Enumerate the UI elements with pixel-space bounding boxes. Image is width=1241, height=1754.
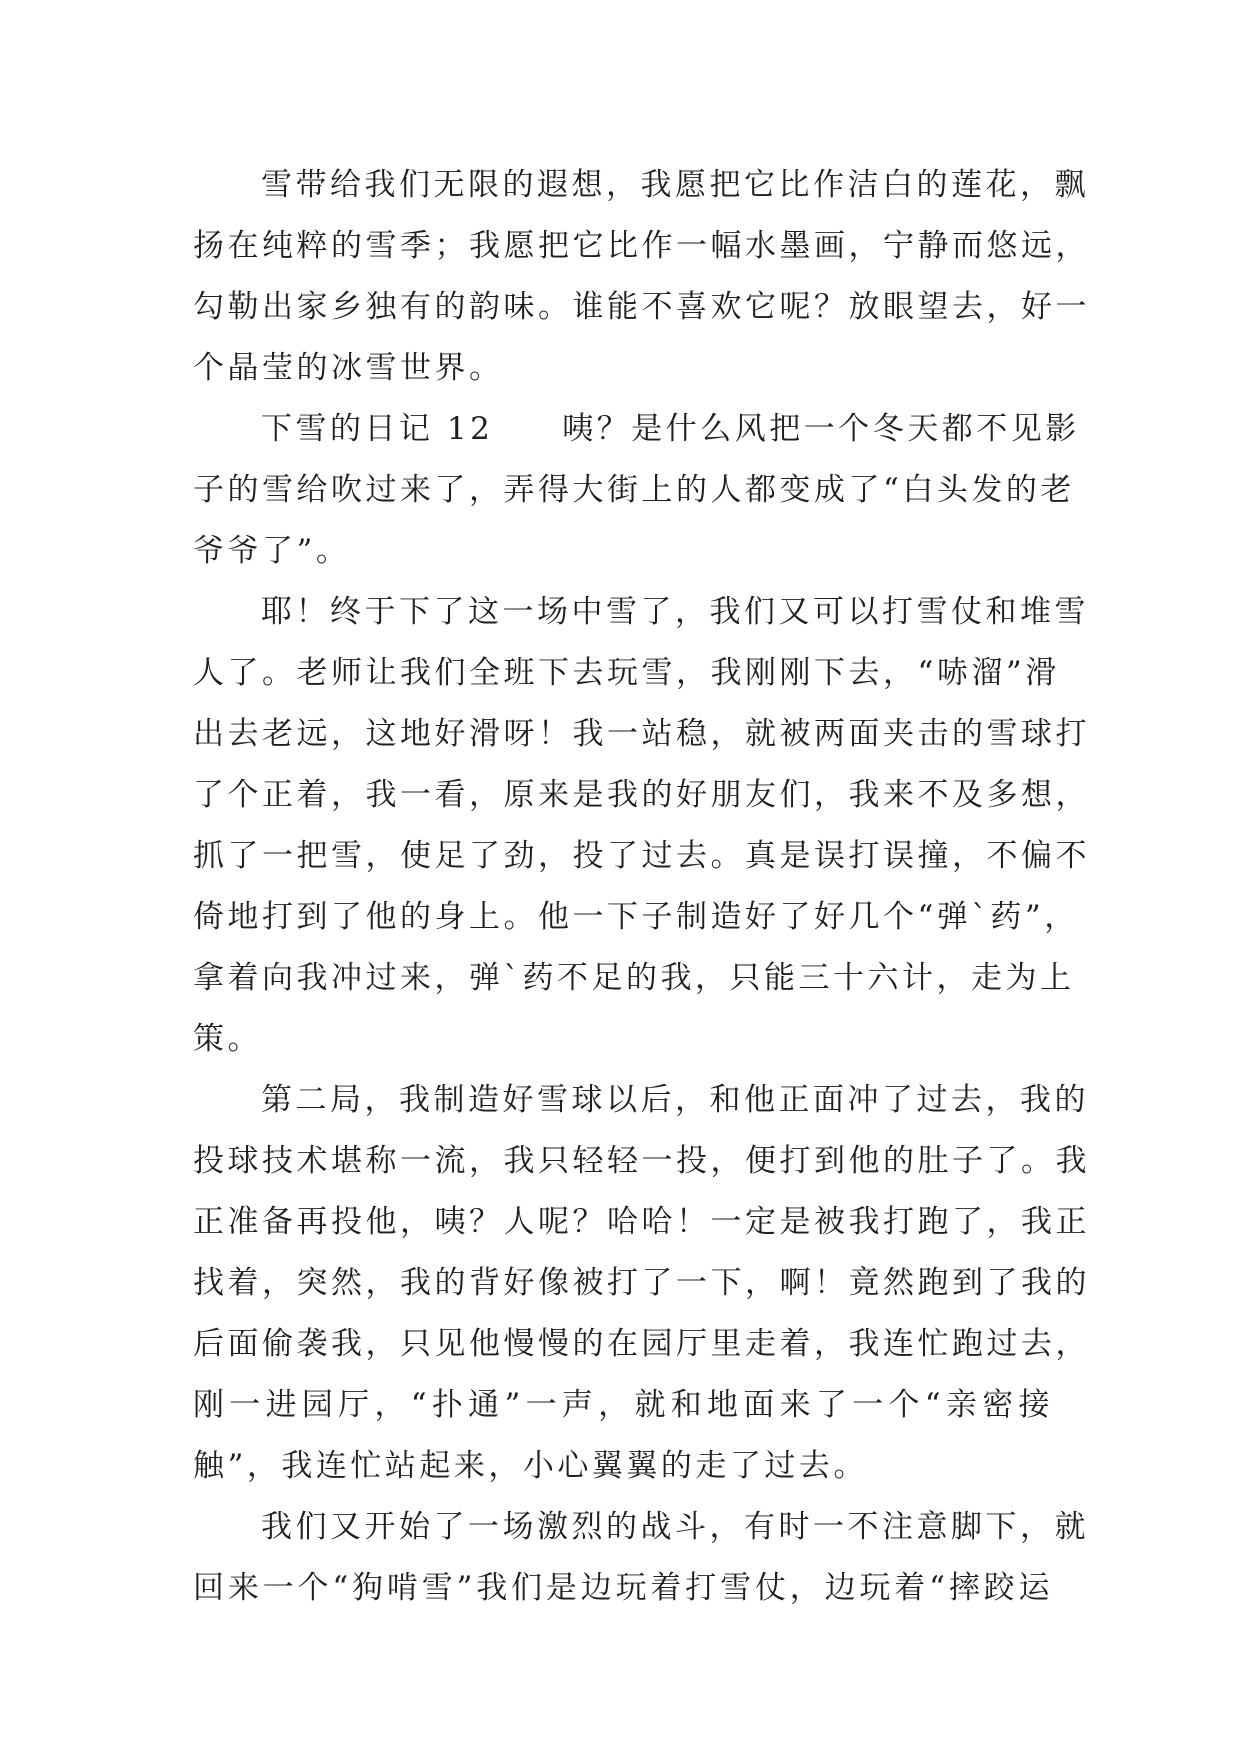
text-line: 爷爷了”。 xyxy=(193,533,351,569)
text-line: 刚一进园厅，“扑通”一声，就和地面来了一个“亲密接 xyxy=(193,1387,1053,1423)
text-line: 找着，突然，我的背好像被打了一下，啊！竟然跑到了我的 xyxy=(193,1265,1090,1301)
paragraph-3 xyxy=(193,582,1090,1070)
paragraph-5 xyxy=(193,1497,1089,1619)
text-line: 后面偷袭我，只见他慢慢的在园厅里走着，我连忙跑过去， xyxy=(193,1326,1090,1362)
text-line: 扬在纯粹的雪季；我愿把它比作一幅水墨画，宁静而悠远， xyxy=(193,228,1090,264)
text-line: 倚地打到了他的身上。他一下子制造好了好几个“弹`药”， xyxy=(193,899,1079,935)
text-line: 拿着向我冲过来，弹`药不足的我，只能三十六计，走为上 xyxy=(193,960,1075,996)
text-line: 第二局，我制造好雪球以后，和他正面冲了过去，我的 xyxy=(261,1082,1089,1118)
text-line: 了个正着，我一看，原来是我的好朋友们，我来不及多想， xyxy=(193,777,1090,813)
text-line: 个晶莹的冰雪世界。 xyxy=(193,350,504,386)
text-line: 回来一个“狗啃雪”我们是边玩着打雪仗，边玩着“摔跤运 xyxy=(193,1570,1053,1606)
text-line: 耶！终于下了这一场中雪了，我们又可以打雪仗和堆雪 xyxy=(261,594,1089,630)
text-line: 勾勒出家乡独有的韵味。谁能不喜欢它呢？放眼望去，好一 xyxy=(193,289,1090,325)
paragraph-4 xyxy=(193,1070,1090,1497)
text-line: 人了。老师让我们全班下去玩雪，我刚刚下去，“哧溜”滑 xyxy=(193,655,1060,691)
text-line: 策。 xyxy=(193,1021,262,1057)
text-line: 正准备再投他，咦？人呢？哈哈！一定是被我打跑了，我正 xyxy=(193,1204,1090,1240)
document-body xyxy=(193,155,1090,1619)
text-line: 子的雪给吹过来了，弄得大街上的人都变成了“白头发的老 xyxy=(193,472,1075,508)
text-line: 投球技术堪称一流，我只轻轻一投，便打到他的肚子了。我 xyxy=(193,1143,1090,1179)
text-line: 雪带给我们无限的遐想，我愿把它比作洁白的莲花，飘 xyxy=(261,167,1089,203)
text-line: 下雪的日记 12 咦？是什么风把一个冬天都不见影 xyxy=(261,411,1080,447)
text-line: 出去老远，这地好滑呀！我一站稳，就被两面夹击的雪球打 xyxy=(193,716,1090,752)
paragraph-2 xyxy=(193,399,1080,582)
text-line: 我们又开始了一场激烈的战斗，有时一不注意脚下，就 xyxy=(261,1509,1089,1545)
paragraph-1 xyxy=(193,155,1090,399)
text-line: 抓了一把雪，使足了劲，投了过去。真是误打误撞，不偏不 xyxy=(193,838,1090,874)
text-line: 触”，我连忙站起来，小心翼翼的走了过去。 xyxy=(193,1448,868,1484)
